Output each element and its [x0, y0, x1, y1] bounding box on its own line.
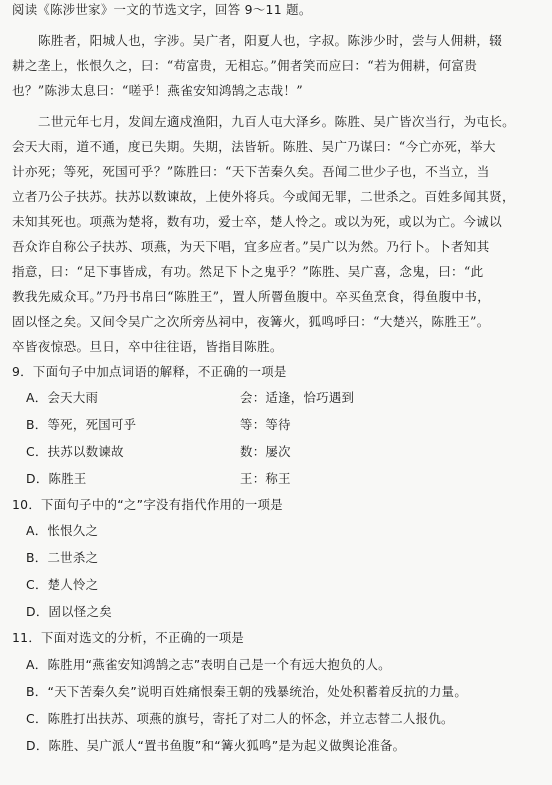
option-b: B．等死，死国可乎	[26, 417, 137, 432]
option-d: D．陈胜、吴广派人“置书鱼腹”和“篝火狐鸣”是为起义做舆论准备。	[26, 738, 406, 753]
reading-intro: 阅读《陈涉世家》一文的节选文字，回答 9～11 题。	[12, 2, 312, 17]
option-c: C．陈胜打出扶苏、项燕的旗号，寄托了对二人的怀念，并立志替二人报仇。	[26, 711, 454, 726]
passage-line: 指意，曰：“足下事皆成，有功。然足下卜之鬼乎？”陈胜、吴广喜，念鬼，曰：“此	[12, 264, 484, 279]
passage-line: 耕之垄上，怅恨久之，曰：“苟富贵，无相忘。”佣者笑而应曰：“若为佣耕，何富贵	[12, 58, 478, 73]
passage-line: 吾众诈自称公子扶苏、项燕，为天下唱，宜多应者。”吴广以为然。乃行卜。卜者知其	[12, 239, 490, 254]
passage-line: 固以怪之矣。又间令吴广之次所旁丛祠中，夜篝火，狐鸣呼曰：“大楚兴，陈胜王”。	[12, 314, 490, 329]
question-stem: 9．下面句子中加点词语的解释，不正确的一项是	[12, 364, 287, 379]
option-d: D．陈胜王	[26, 471, 87, 486]
option-c: C．楚人怜之	[26, 577, 99, 592]
question-stem: 10．下面句子中的“之”字没有指代作用的一项是	[12, 497, 283, 512]
passage-line: 也？”陈涉太息曰：“嗟乎！燕雀安知鸿鹄之志哉！”	[12, 83, 303, 98]
passage-line: 教我先威众耳。”乃丹书帛曰“陈胜王”，置人所罾鱼腹中。卒买鱼烹食，得鱼腹中书，	[12, 289, 491, 304]
option-a-gloss: 会：适逢，恰巧遇到	[240, 390, 355, 405]
passage-line: 二世元年七月，发闾左適戍渔阳，九百人屯大泽乡。陈胜、吴广皆次当行，为屯长。	[38, 114, 516, 129]
option-a: A．怅恨久之	[26, 523, 99, 538]
passage-line: 立者乃公子扶苏。扶苏以数谏故，上使外将兵。今或闻无罪，二世杀之。百姓多闻其贤，	[12, 189, 515, 204]
option-c-gloss: 数：屡次	[240, 444, 291, 459]
passage-line: 会天大雨，道不通，度已失期。失期，法皆斩。陈胜、吴广乃谋曰：“今亡亦死，举大	[12, 139, 496, 154]
option-d: D．固以怪之矣	[26, 604, 112, 619]
option-a: A．陈胜用“燕雀安知鸿鹄之志”表明自己是一个有远大抱负的人。	[26, 657, 391, 672]
option-b: B．二世杀之	[26, 550, 99, 565]
passage-line: 卒皆夜惊恐。旦日，卒中往往语，皆指目陈胜。	[12, 339, 283, 354]
question-stem: 11．下面对选文的分析，不正确的一项是	[12, 630, 245, 645]
passage-line: 计亦死；等死，死国可乎？”陈胜曰：“天下苦秦久矣。吾闻二世少子也，不当立，当	[12, 164, 490, 179]
option-c: C．扶苏以数谏故	[26, 444, 124, 459]
passage-line: 陈胜者，阳城人也，字涉。吴广者，阳夏人也，字叔。陈涉少时，尝与人佣耕，辍	[38, 33, 503, 48]
option-a: A．会天大雨	[26, 390, 99, 405]
option-b: B．“天下苦秦久矣”说明百姓痛恨秦王朝的残暴统治，处处积蓄着反抗的力量。	[26, 684, 468, 699]
option-d-gloss: 王：称王	[240, 471, 291, 486]
option-b-gloss: 等：等待	[240, 417, 291, 432]
passage-line: 未知其死也。项燕为楚将，数有功，爱士卒，楚人怜之。或以为死，或以为亡。今诚以	[12, 214, 502, 229]
